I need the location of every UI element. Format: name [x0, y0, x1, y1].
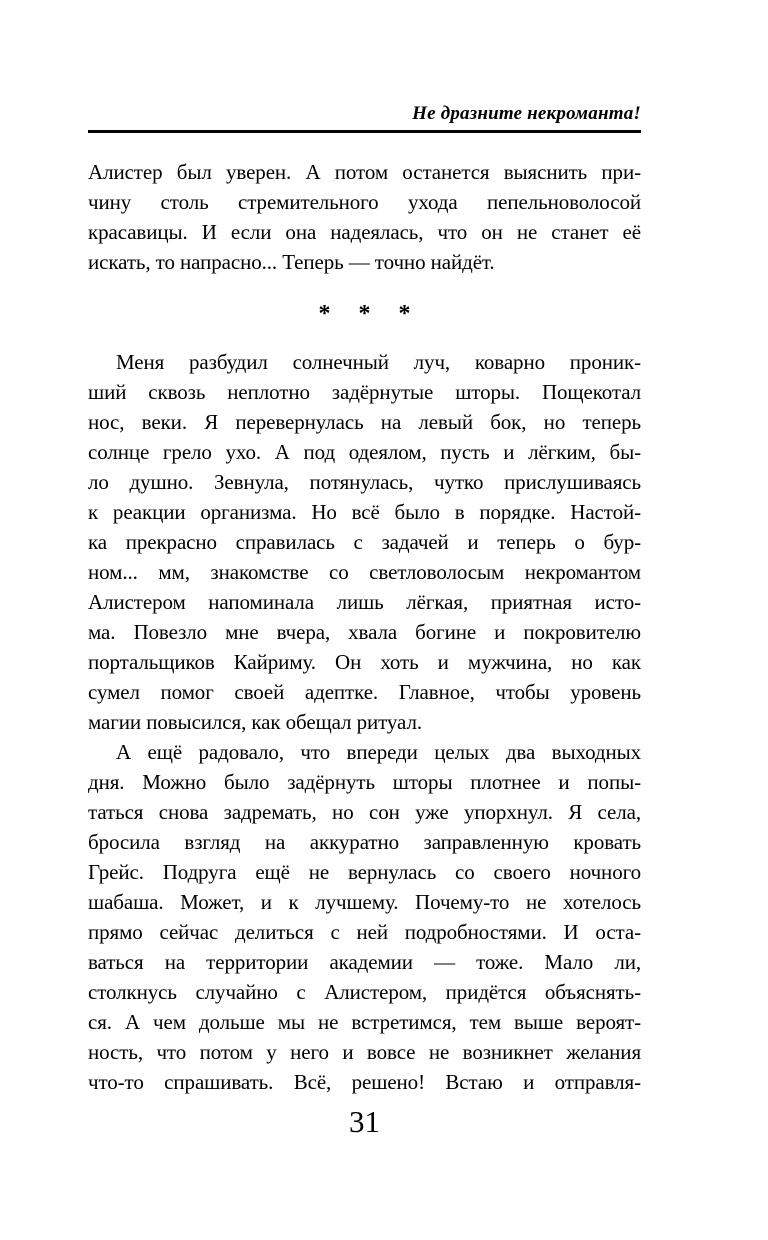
- text-line: солнце грело ухо. А под одеялом, пусть и лёгким, бы-: [88, 440, 641, 464]
- text-line: дня. Можно было задёрнуть шторы плотнее и попы-: [88, 770, 641, 794]
- text-line: ность, что потом у него и вовсе не возникнет желания: [88, 1040, 641, 1064]
- text-line: ка прекрасно справилась с задачей и теперь о бур-: [88, 530, 641, 554]
- text-line: сумел помог своей адептке. Главное, чтобы уровень: [88, 680, 641, 704]
- running-header: Не дразните некроманта!: [412, 103, 641, 124]
- text-line: ший сквозь неплотно задёрнутые шторы. Пощекотал: [88, 380, 641, 404]
- text-line: Алистером напоминала лишь лёгкая, приятная исто-: [88, 590, 641, 614]
- section-separator: [88, 277, 641, 347]
- text-line: Алистер был уверен. А потом останется выяснить при-: [88, 160, 641, 184]
- text-line: портальщиков Кайриму. Он хоть и мужчина, но как: [88, 650, 641, 674]
- text-line: столкнусь случайно с Алистером, придётся объяснять-: [88, 980, 641, 1004]
- text-column: [88, 0, 641, 1141]
- text-line: нос, веки. Я перевернулась на левый бок, но теперь: [88, 410, 641, 434]
- text-line: А ещё радовало, что впереди целых два выходных: [116, 740, 641, 764]
- text-line: магии повысился, как обещал ритуал.: [88, 710, 422, 734]
- text-line: таться снова задремать, но сон уже упорхнул. Я села,: [88, 800, 641, 824]
- header-rule: [88, 130, 641, 133]
- text-line: ло душно. Зевнула, потянулась, чутко прислушиваясь: [88, 470, 641, 494]
- page-number: 31: [349, 1104, 380, 1139]
- text-line: ваться на территории академии — тоже. Мало ли,: [88, 950, 641, 974]
- text-line: шабаша. Может, и к лучшему. Почему-то не хотелось: [88, 890, 641, 914]
- text-line: к реакции организма. Но всё было в порядке. Настой-: [88, 500, 641, 524]
- text-line: ном... мм, знакомстве со светловолосым некромантом: [88, 560, 641, 584]
- text-line: бросила взгляд на аккуратно заправленную кровать: [88, 830, 641, 854]
- text-line: красавицы. И если она надеялась, что он не станет её: [88, 220, 641, 244]
- text-line: что-то спрашивать. Всё, решено! Встаю и отправля-: [88, 1070, 641, 1094]
- paragraph: [88, 347, 641, 737]
- text-line: ма. Повезло мне вчера, хвала богине и покровителю: [88, 620, 641, 644]
- text-line: искать, то напрасно... Теперь — точно найдёт.: [88, 250, 495, 274]
- body-text: [88, 157, 641, 1097]
- paragraph: [88, 737, 641, 1097]
- asterisk-row: * * *: [318, 301, 411, 327]
- text-line: прямо сейчас делиться с ней подробностями. И оста-: [88, 920, 641, 944]
- paragraph: [88, 157, 641, 277]
- text-line: ся. А чем дольше мы не встретимся, тем выше вероят-: [88, 1010, 641, 1034]
- text-line: чину столь стремительного ухода пепельноволосой: [88, 190, 641, 214]
- text-line: Меня разбудил солнечный луч, коварно проник-: [116, 350, 641, 374]
- text-line: Грейс. Подруга ещё не вернулась со своего ночного: [88, 860, 641, 884]
